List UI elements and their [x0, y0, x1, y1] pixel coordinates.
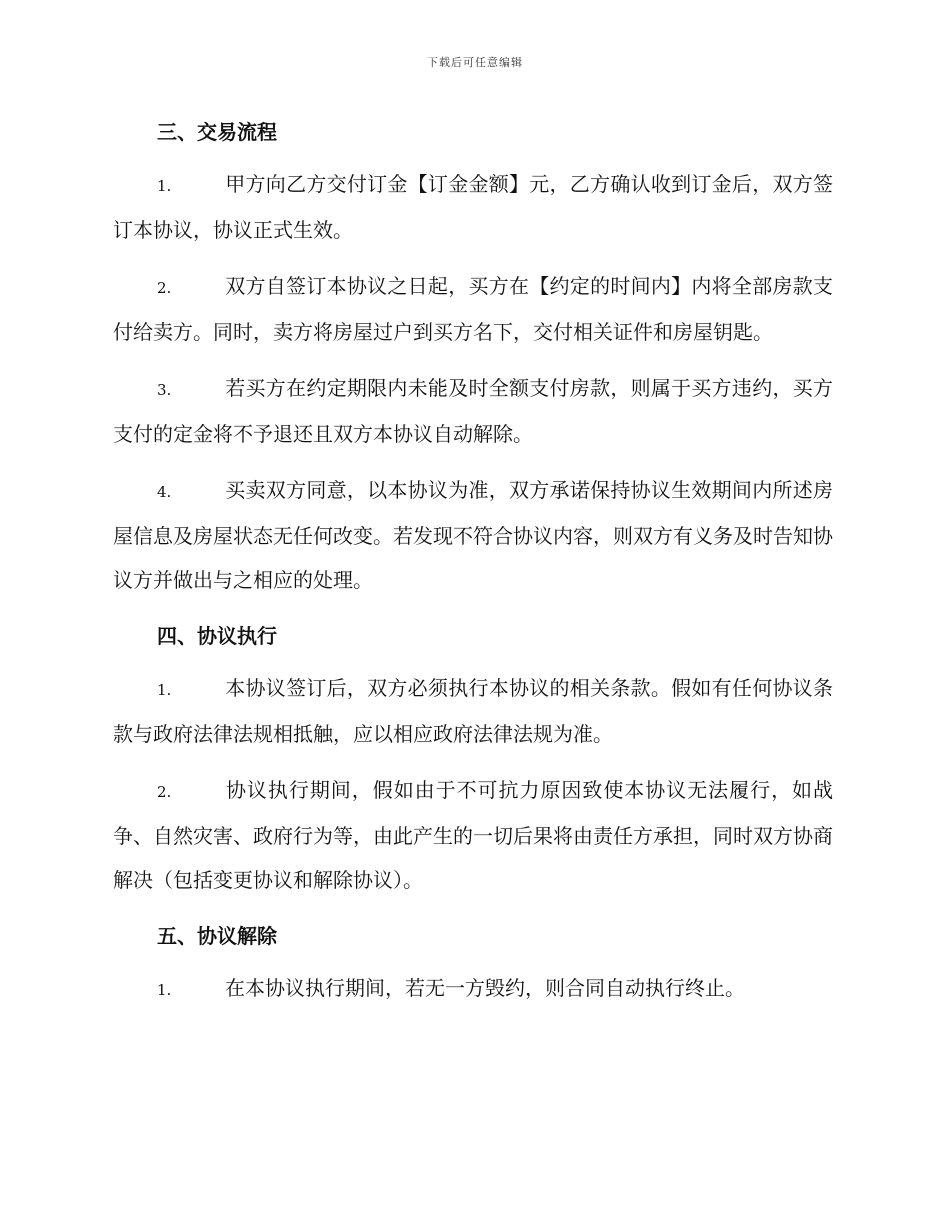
clause-paragraph	[113, 966, 833, 1012]
clause-number: 2.	[157, 279, 172, 297]
clause-paragraph	[113, 468, 833, 602]
clause-number: 1.	[157, 177, 172, 195]
clause-paragraph	[113, 768, 833, 902]
clause-number: 1.	[157, 681, 172, 699]
section-title: 三、交易流程	[157, 120, 277, 144]
document-body	[113, 110, 833, 1024]
clause-text: 协议执行期间，假如由于不可抗力原因致使本协议无法履行，如战争、自然灾害、政府行为等，由此产生的一切后果将由责任方承担，同时双方协商解决（包括变更协议和解除协议）。	[113, 778, 833, 892]
section-title: 五、协议解除	[157, 924, 277, 948]
clause-text: 双方自签订本协议之日起，买方在【约定的时间内】内将全部房款支付给卖方。同时，卖方将房屋过户到买方名下，交付相关证件和房屋钥匙。	[113, 274, 833, 344]
clause-number: 3.	[157, 381, 172, 399]
section-title: 四、协议执行	[157, 624, 277, 648]
clause-paragraph	[113, 162, 833, 252]
section-agreement-termination	[113, 914, 833, 1012]
clause-text: 甲方向乙方交付订金【订金金额】元，乙方确认收到订金后，双方签订本协议，协议正式生效。	[113, 172, 833, 242]
clause-text: 本协议签订后，双方必须执行本协议的相关条款。假如有任何协议条款与政府法律法规相抵触，应以相应政府法律法规为准。	[113, 676, 833, 746]
page-header: 下载后可任意编辑	[427, 56, 523, 69]
clause-paragraph	[113, 666, 833, 756]
section-transaction-process	[113, 110, 833, 602]
clause-text: 若买方在约定期限内未能及时全额支付房款，则属于买方违约，买方支付的定金将不予退还且双方本协议自动解除。	[113, 376, 833, 446]
clause-paragraph	[113, 366, 833, 456]
clause-number: 1.	[157, 981, 172, 999]
clause-number: 2.	[157, 783, 172, 801]
clause-number: 4.	[157, 483, 172, 501]
clause-paragraph	[113, 264, 833, 354]
clause-text: 在本协议执行期间，若无一方毁约，则合同自动执行终止。	[225, 976, 745, 1000]
clause-text: 买卖双方同意，以本协议为准，双方承诺保持协议生效期间内所述房屋信息及房屋状态无任何改变。若发现不符合协议内容，则双方有义务及时告知协议方并做出与之相应的处理。	[113, 478, 833, 592]
section-agreement-execution	[113, 614, 833, 902]
